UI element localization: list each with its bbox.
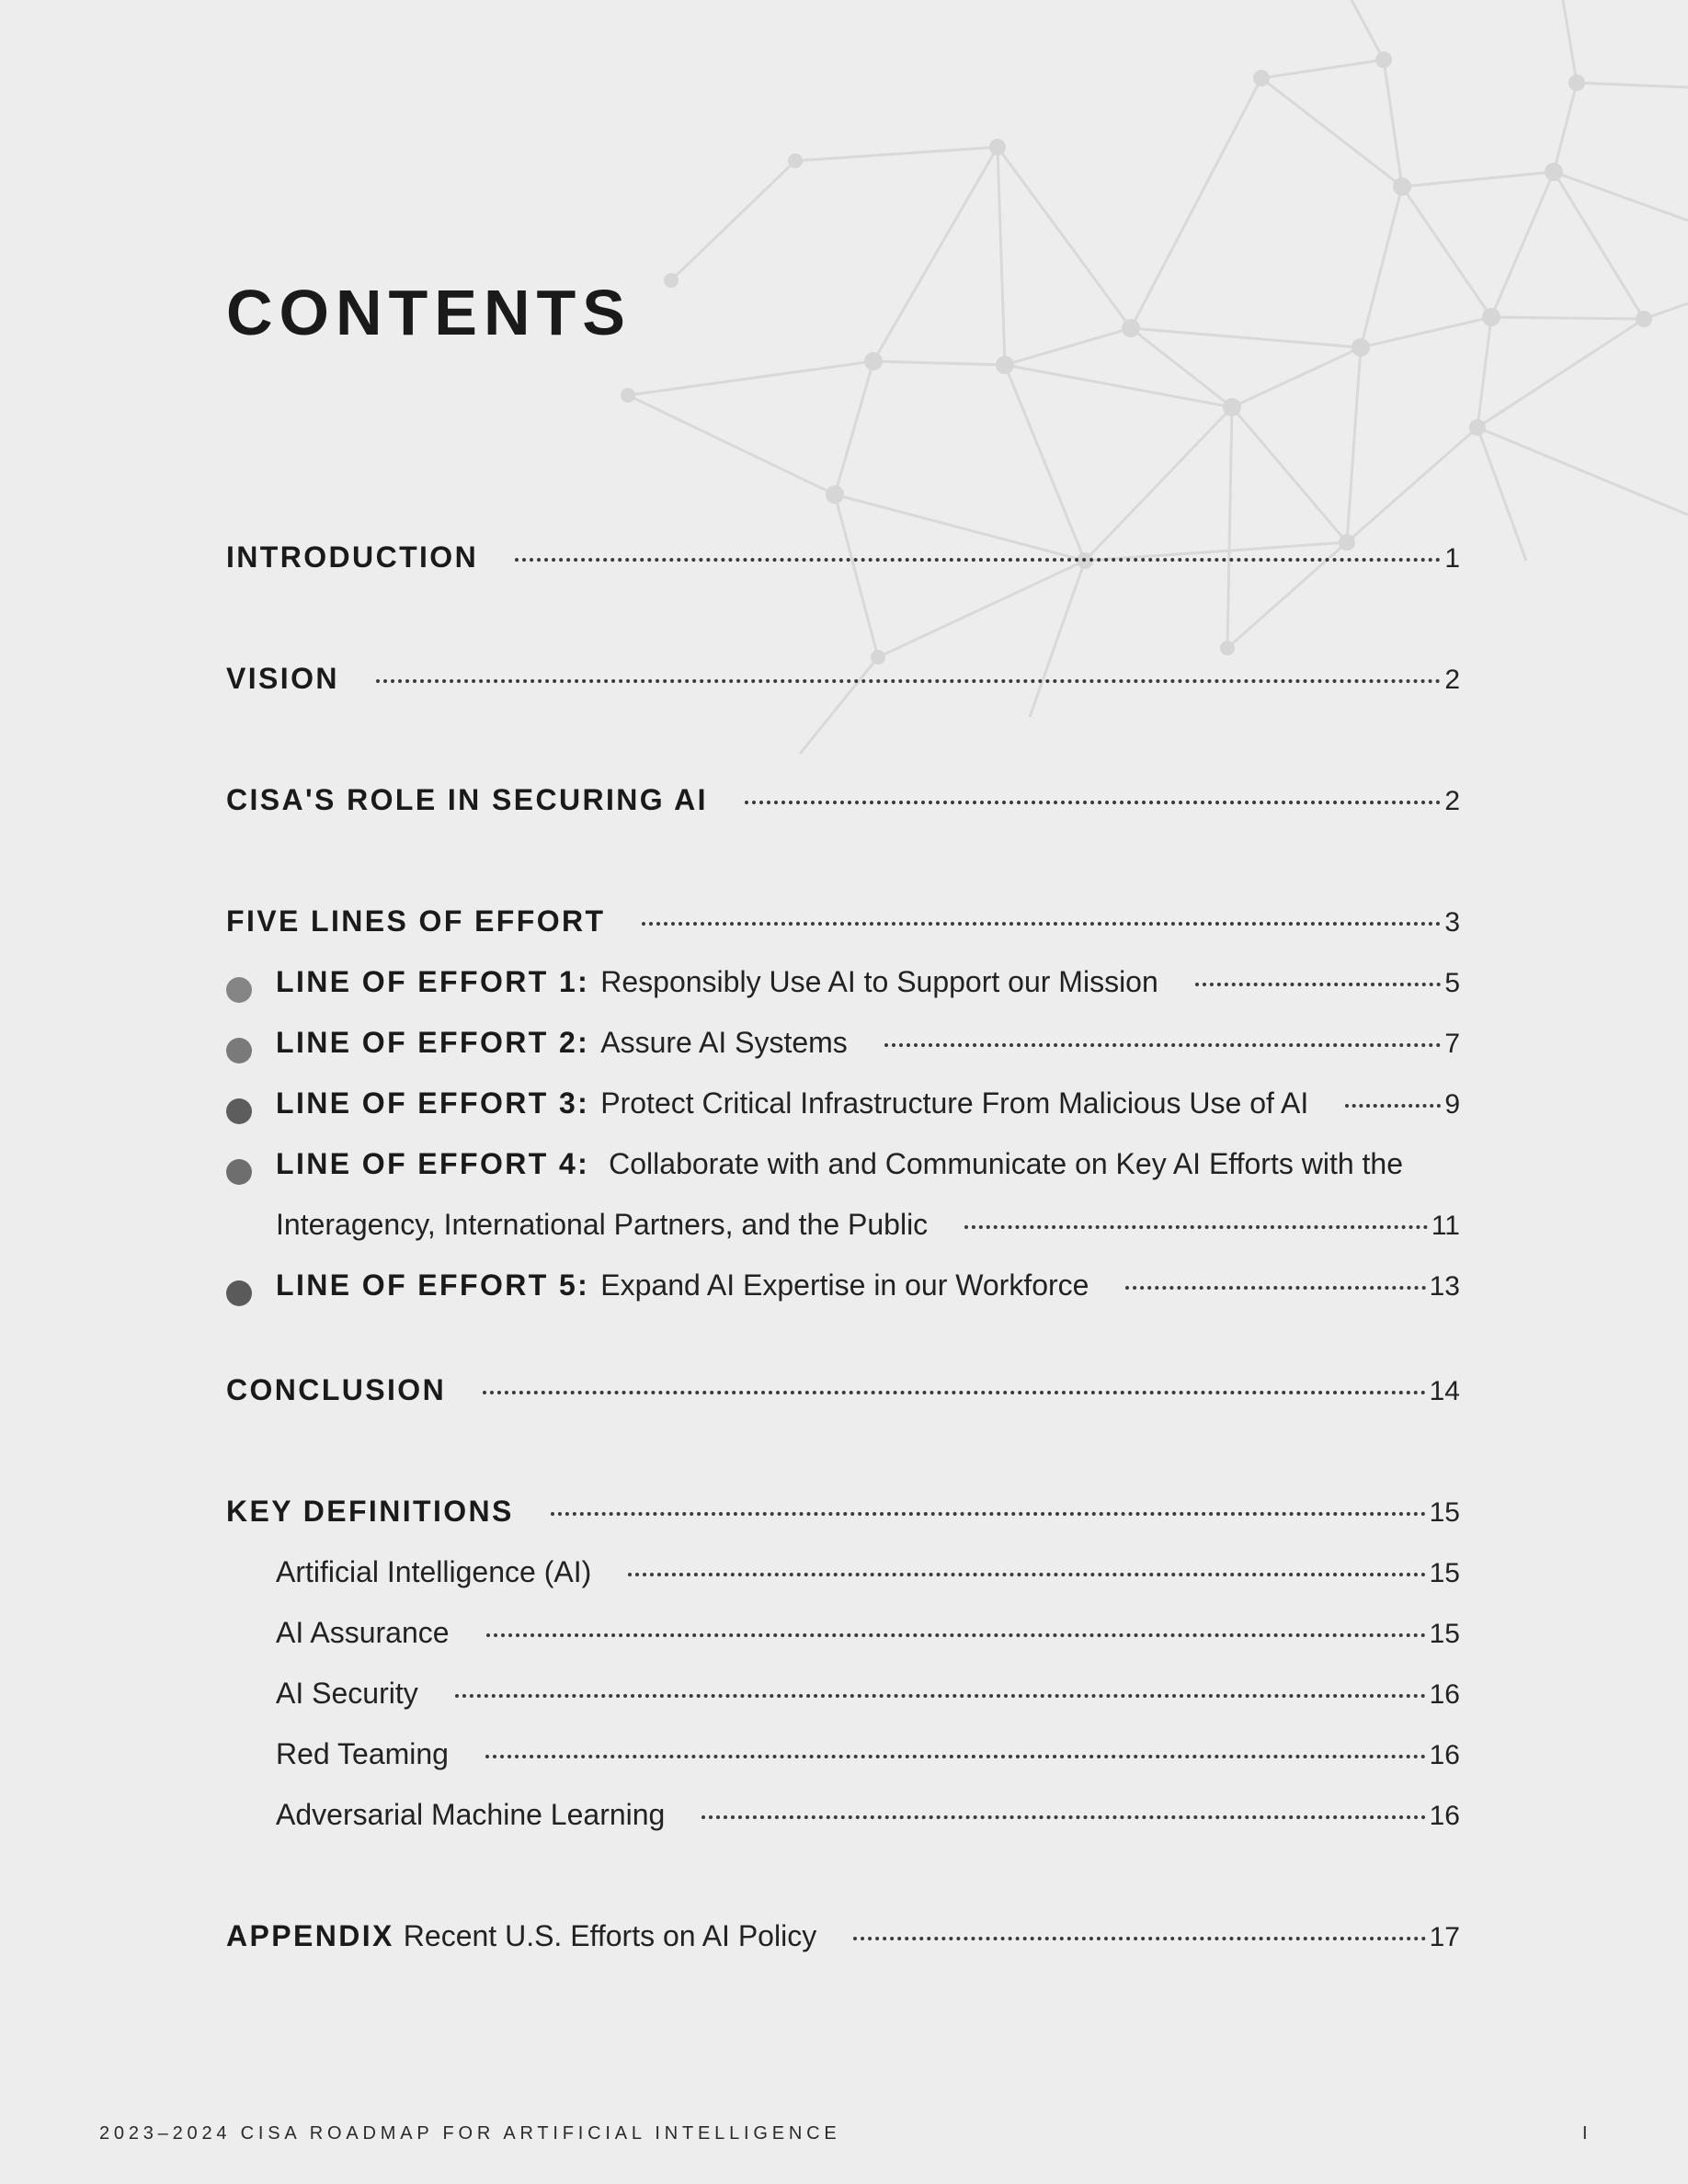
loe-bullet-icon	[226, 977, 252, 1003]
toc-page-number: 1	[1444, 543, 1460, 574]
toc-entry-title: CONCLUSION	[226, 1373, 447, 1406]
toc-page-number: 14	[1429, 1376, 1460, 1406]
toc-subentry-red-teaming[interactable]	[276, 1737, 1460, 1785]
toc-entry-cisa-role[interactable]	[226, 783, 1460, 831]
toc-entry-loe-2[interactable]	[276, 1026, 1460, 1074]
toc-page-number: 7	[1444, 1029, 1460, 1059]
toc-subentry-title: Artificial Intelligence (AI)	[276, 1555, 592, 1588]
toc-subentry-ai-assurance[interactable]	[276, 1616, 1460, 1664]
toc-entry-vision[interactable]	[226, 662, 1460, 710]
appendix-description: Recent U.S. Efforts on AI Policy	[403, 1919, 817, 1952]
toc-page-number: 15	[1429, 1497, 1460, 1528]
appendix-label: APPENDIX	[226, 1919, 394, 1952]
toc-subentry-title: Adversarial Machine Learning	[276, 1798, 666, 1831]
toc-page-number: 9	[1444, 1089, 1460, 1120]
toc-entry-loe-4[interactable]	[276, 1147, 1403, 1195]
footer-document-title: 2023–2024 CISA ROADMAP FOR ARTIFICIAL INTELLIGENCE	[99, 2123, 841, 2144]
loe-description: Protect Critical Infrastructure From Malicious Use of AI	[600, 1086, 1309, 1120]
toc-subentry-artificial-intelligence[interactable]	[276, 1555, 1460, 1603]
toc-subentry-title: AI Security	[276, 1677, 418, 1710]
loe-description: Collaborate with and Communicate on Key AI Efforts with the	[609, 1147, 1403, 1180]
footer-page-number: I	[1582, 2123, 1588, 2144]
toc-entry-key-definitions[interactable]	[226, 1495, 1460, 1542]
dot-leader	[884, 1043, 1442, 1047]
dot-leader	[551, 1512, 1426, 1516]
loe-label: LINE OF EFFORT 4:	[276, 1147, 590, 1180]
toc-page-number: 15	[1429, 1619, 1460, 1649]
toc-entry-loe-5[interactable]	[276, 1268, 1460, 1316]
toc-subentry-title: AI Assurance	[276, 1616, 450, 1649]
toc-subentry-adversarial-ml[interactable]	[276, 1798, 1460, 1846]
dot-leader	[1125, 1286, 1425, 1290]
loe-label: LINE OF EFFORT 2:	[276, 1026, 590, 1059]
loe-bullet-icon	[226, 1159, 252, 1185]
toc-entry-five-lines[interactable]	[226, 904, 1460, 952]
dot-leader	[483, 1391, 1426, 1394]
dot-leader	[745, 801, 1441, 804]
toc-page-number: 13	[1429, 1271, 1460, 1302]
loe-label: LINE OF EFFORT 5:	[276, 1268, 590, 1302]
toc-entry-title: FIVE LINES OF EFFORT	[226, 904, 606, 938]
loe-label: LINE OF EFFORT 3:	[276, 1086, 590, 1120]
toc-page-number: 5	[1444, 968, 1460, 998]
toc-subentry-title: Red Teaming	[276, 1737, 449, 1770]
toc-page-number: 16	[1429, 1740, 1460, 1770]
toc-entry-loe-4-continued[interactable]	[276, 1208, 1460, 1256]
loe-description-continued: Interagency, International Partners, and the Public	[276, 1208, 929, 1241]
toc-entry-title: VISION	[226, 662, 339, 695]
toc-page-number: 16	[1429, 1801, 1460, 1831]
toc-page-number: 15	[1429, 1558, 1460, 1588]
dot-leader	[628, 1573, 1425, 1576]
dot-leader	[642, 922, 1441, 926]
toc-entry-title: CISA'S ROLE IN SECURING AI	[226, 783, 708, 816]
dot-leader	[1345, 1104, 1441, 1108]
dot-leader	[486, 1633, 1426, 1637]
toc-entry-conclusion[interactable]	[226, 1373, 1460, 1421]
toc-entry-loe-1[interactable]	[276, 965, 1460, 1013]
dot-leader	[701, 1815, 1425, 1819]
toc-entry-title: INTRODUCTION	[226, 540, 479, 574]
toc-entry-introduction[interactable]	[226, 540, 1460, 588]
toc-entry-appendix[interactable]	[226, 1919, 1460, 1967]
dot-leader	[1195, 983, 1442, 986]
dot-leader	[515, 558, 1441, 562]
dot-leader	[485, 1755, 1426, 1758]
toc-page-number: 11	[1431, 1211, 1460, 1241]
loe-label: LINE OF EFFORT 1:	[276, 965, 590, 998]
loe-description: Responsibly Use AI to Support our Mission	[600, 965, 1158, 998]
toc-subentry-ai-security[interactable]	[276, 1677, 1460, 1724]
toc-entry-loe-3[interactable]	[276, 1086, 1460, 1134]
dot-leader	[455, 1694, 1426, 1698]
dot-leader	[964, 1225, 1428, 1229]
toc-entry-title: KEY DEFINITIONS	[226, 1495, 514, 1528]
toc-page-number: 2	[1444, 665, 1460, 695]
page-title: CONTENTS	[226, 277, 632, 348]
dot-leader	[376, 679, 1441, 683]
loe-bullet-icon	[226, 1098, 252, 1124]
loe-description: Expand AI Expertise in our Workforce	[600, 1268, 1089, 1302]
toc-page-number: 2	[1444, 786, 1460, 816]
loe-description: Assure AI Systems	[600, 1026, 848, 1059]
toc-page-number: 3	[1444, 907, 1460, 938]
loe-bullet-icon	[226, 1038, 252, 1064]
toc-page-number: 17	[1429, 1922, 1460, 1952]
toc-page-number: 16	[1429, 1679, 1460, 1710]
loe-bullet-icon	[226, 1280, 252, 1306]
dot-leader	[853, 1937, 1425, 1940]
